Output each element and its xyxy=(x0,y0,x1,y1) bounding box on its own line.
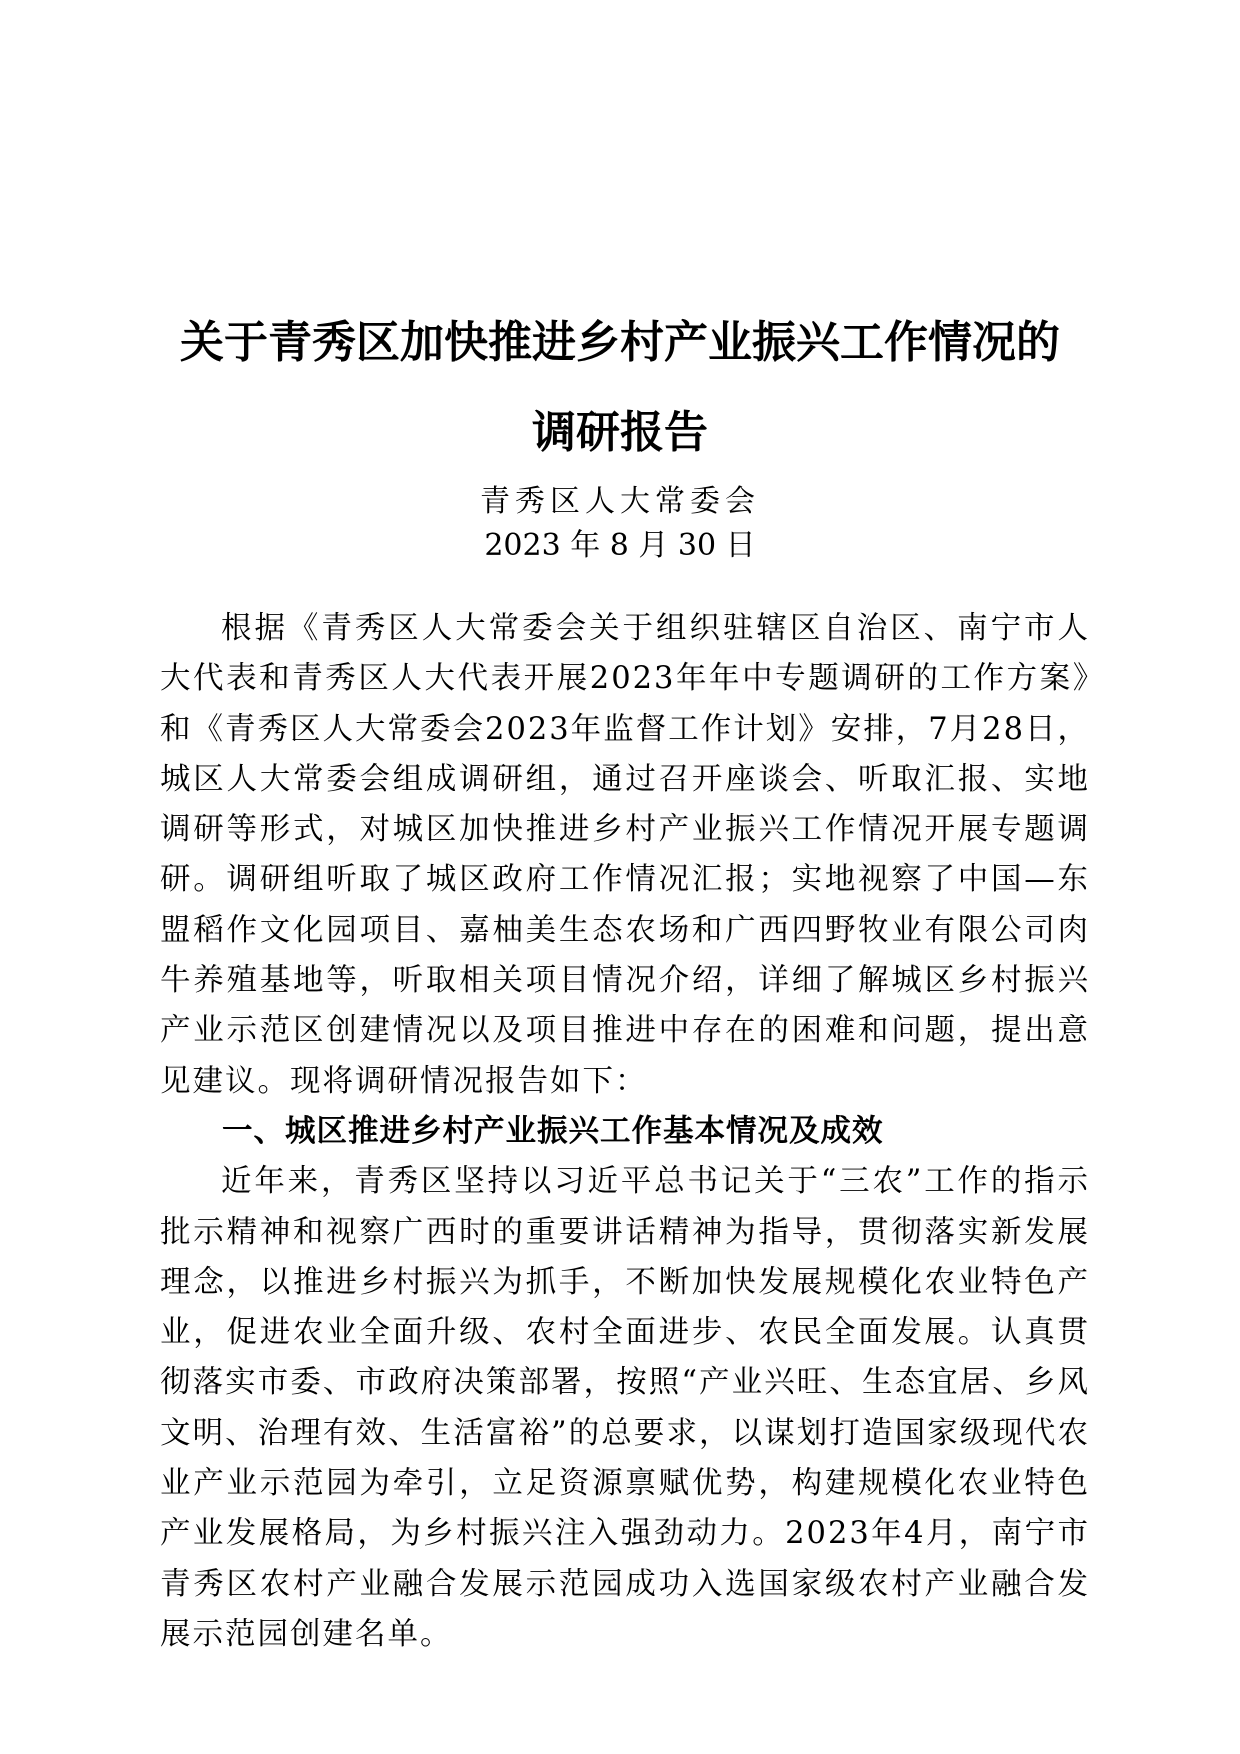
document-title-line-1: 关于青秀区加快推进乡村产业振兴工作情况的 xyxy=(180,317,1060,368)
author-organization: 青秀区人大常委会 xyxy=(480,484,760,519)
document-body xyxy=(160,604,1090,1660)
section-heading: 一、城区推进乡村产业振兴工作基本情况及成效 xyxy=(222,1113,884,1149)
section-paragraph: 近年来，青秀区坚持以习近平总书记关于“三农”工作的指示批示精神和视察广西时的重要讲话精神为指导，贯彻落实新发展理念，以推进乡村振兴为抓手，不断加快发展规模化农业特色产业，促进农业全面升级、农村全面进步、农民全面发展。认真贯彻落实市委、市政府决策部署，按照“产业兴旺、生态宜居、乡风文明、治理有效、生活富裕”的总要求，以谋划打造国家级现代农业产业示范园为牵引，立足资源禀赋优势，构建规模化农业特色产业发展格局，为乡村振兴注入强劲动力。2023年4月，南宁市青秀区农村产业融合发展示范园成功入选国家级农村产业融合发展示范园创建名单。 xyxy=(160,1164,1090,1652)
document-title-line-2: 调研报告 xyxy=(532,407,708,458)
report-date: 2023 年 8 月 30 日 xyxy=(484,528,756,563)
intro-paragraph: 根据《青秀区人大常委会关于组织驻辖区自治区、南宁市人大代表和青秀区人大代表开展2023年年中专题调研的工作方案》和《青秀区人大常委会2023年监督工作计划》安排，7月28日，城区人大常委会组成调研组，通过召开座谈会、听取汇报、实地调研等形式，对城区加快推进乡村产业振兴工作情况开展专题调研。调研组听取了城区政府工作情况汇报；实地视察了中国—东盟稻作文化园项目、嘉柚美生态农场和广西四野牧业有限公司肉牛养殖基地等，听取相关项目情况介绍，详细了解城区乡村振兴产业示范区创建情况以及项目推进中存在的困难和问题，提出意见建议。现将调研情况报告如下： xyxy=(160,611,1090,1099)
